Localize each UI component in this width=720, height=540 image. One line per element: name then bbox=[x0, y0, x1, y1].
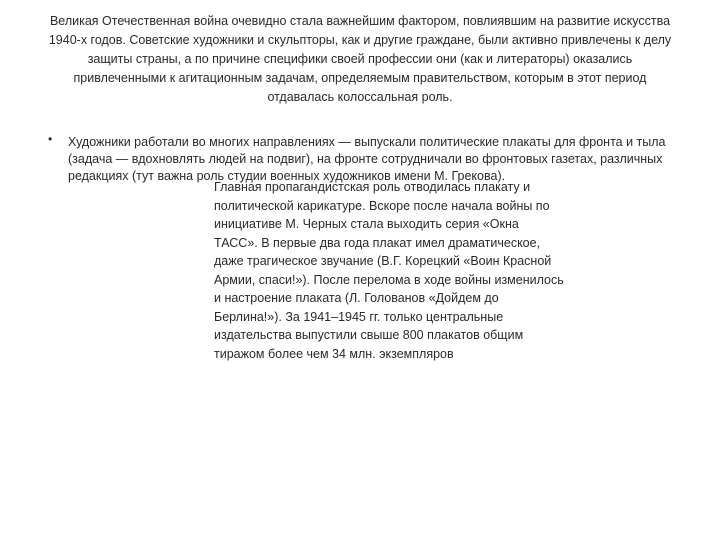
bullet-paragraph: Художники работали во многих направлениях — выпускали политические плакаты для фронта и тыла (задача — вдохновлять людей на подвиг), на фронте сотрудничали во фронтовых газетах, различных редакциях (тут важна роль студии военных художников имени М. Грекова). bbox=[68, 135, 666, 183]
bullet-marker: • bbox=[48, 132, 53, 146]
intro-paragraph: Великая Отечественная война очевидно стала важнейшим фактором, повлиявшим на развитие искусства 1940-х годов. Советские художники и скульпторы, как и другие граждане, были активно привлечены к делу защиты страны, а по причине специфики своей профессии они (как и литераторы) оказались привлеченными к агитационным задачам, определяемым правительством, которым в этот период отдавалась колоссальная роль. bbox=[48, 14, 672, 104]
overlay-paragraph: Главная пропагандистская роль отводилась плакату и политической карикатуре. Вскоре после начала войны по инициативе М. Черных стала выходить серия «Окна ТАСС». В первые два года плакат имел драматическое, даже трагическое звучание (В.Г. Корецкий «Воин Красной Армии, спаси!»). После перелома в ходе войны изменилось и настроение плаката (Л. Голованов «Дойдем до Берлина!»). За 1941–1945 гг. только центральные издательства выпустили свыше 800 плакатов общим тиражом более чем 34 млн. экземпляров bbox=[214, 180, 564, 361]
